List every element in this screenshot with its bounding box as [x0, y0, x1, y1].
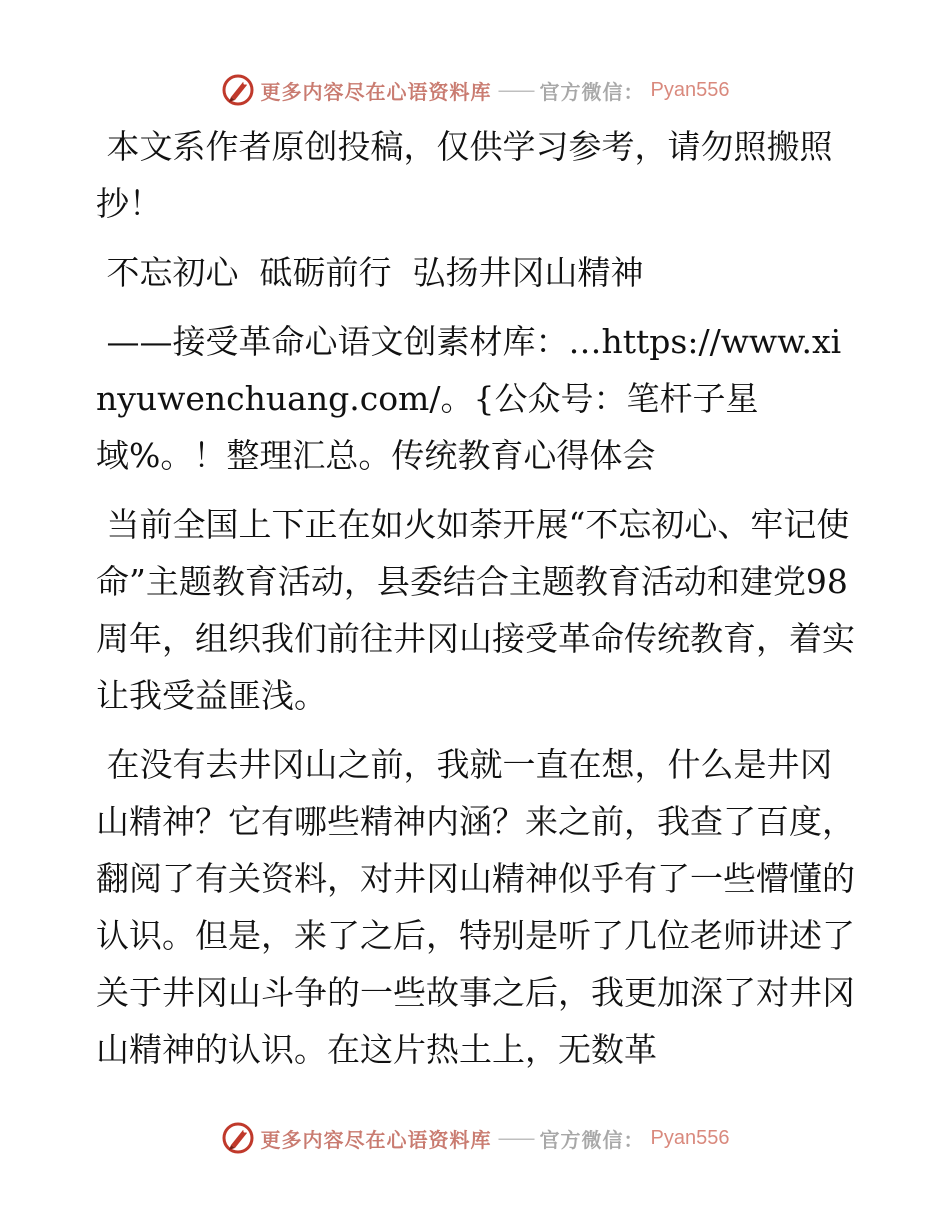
copyright-notice: 本文系作者原创投稿，仅供学习参考，请勿照搬照抄！: [96, 127, 833, 223]
banner-wechat-label: 官方微信：: [539, 1127, 645, 1152]
banner-wechat-label: 官方微信：: [539, 79, 645, 104]
banner-separator: ——: [497, 78, 534, 102]
pen-logo-icon: [221, 1121, 255, 1155]
article-title: 不忘初心 砥砺前行 弘扬井冈山精神: [96, 253, 644, 292]
body-paragraph: 在没有去井冈山之前，我就一直在想，什么是井冈山精神？它有哪些精神内涵？来之前，我查了百度，翻阅了有关资料，对井冈山精神似乎有了一些懵懂的认识。但是，来了之后，特别是听了几位老师讲述了关于井冈山斗争的一些故事之后，我更加深了对井冈山精神的认识。在这片热土上，无数革: [96, 745, 855, 1069]
banner-separator: ——: [497, 1126, 534, 1150]
banner-wechat-id: Pyan556: [650, 1126, 730, 1149]
banner-site-text: 更多内容尽在心语资料库: [260, 79, 492, 104]
pen-logo-icon: [221, 73, 255, 107]
header-watermark-banner: [0, 70, 950, 110]
banner-wechat-id: Pyan556: [650, 78, 730, 101]
footer-watermark-banner: [0, 1118, 950, 1158]
document-body: [96, 118, 856, 1090]
article-subtitle: ——接受革命心语文创素材库：…https://www.xinyuwenchuang.com/。{公众号：笔杆子星域%。！整理汇总。传统教育心得体会: [96, 322, 842, 475]
banner-site-text: 更多内容尽在心语资料库: [260, 1127, 492, 1152]
body-paragraph: 当前全国上下正在如火如荼开展“不忘初心、牢记使命”主题教育活动，县委结合主题教育活动和建党98周年，组织我们前往井冈山接受革命传统教育，着实让我受益匪浅。: [96, 505, 855, 715]
